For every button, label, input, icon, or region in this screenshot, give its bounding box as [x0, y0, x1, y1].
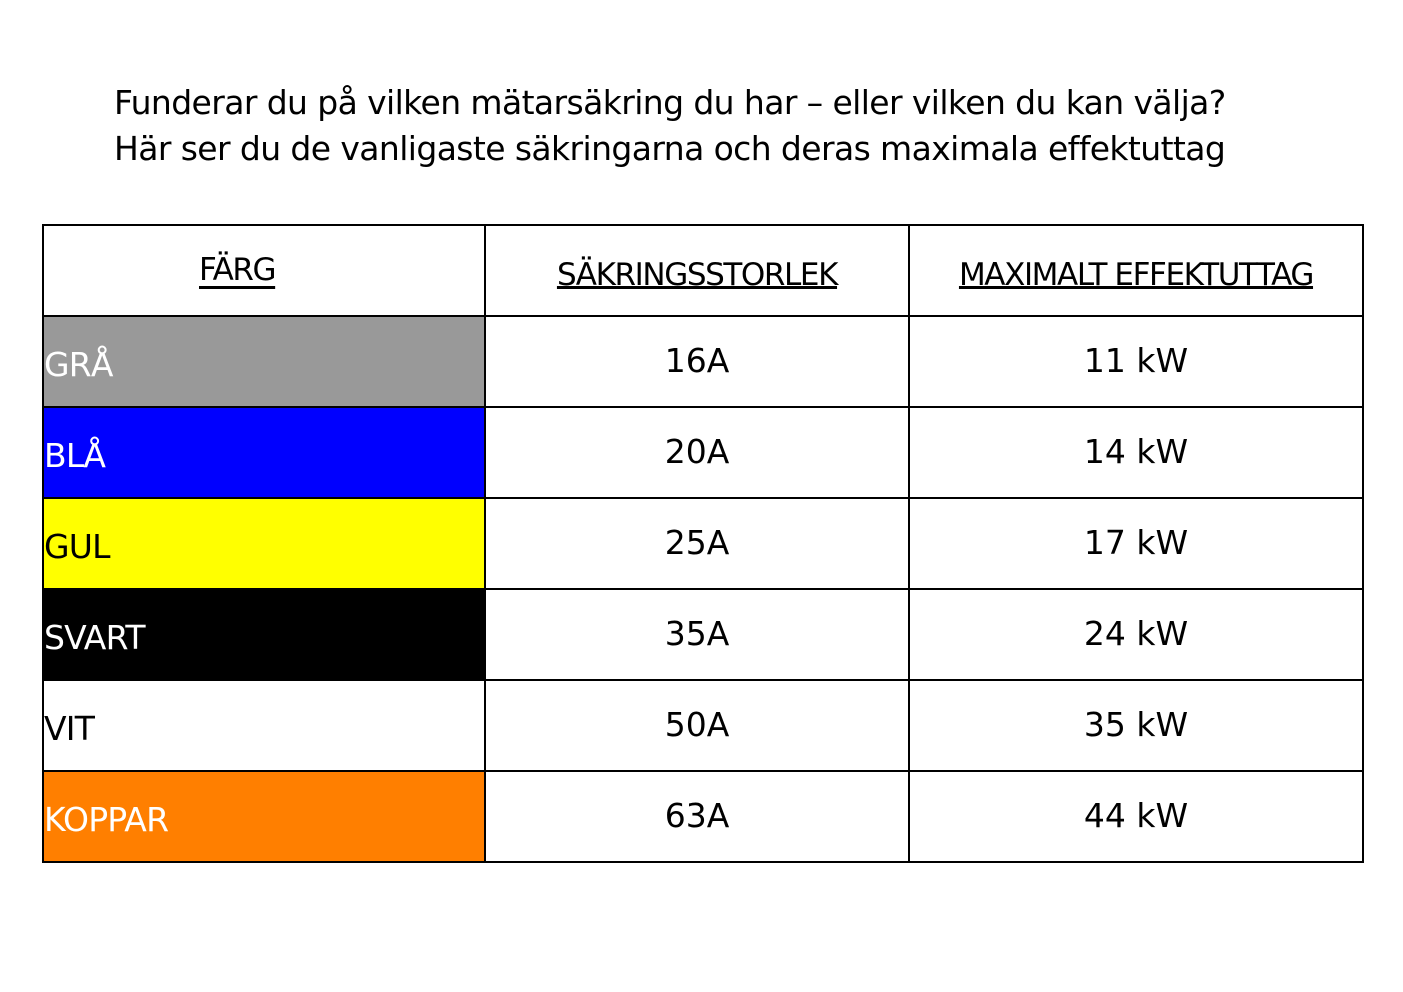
- intro-line-1: Funderar du på vilken mätarsäkring du har – eller vilken du kan välja?: [114, 83, 1226, 122]
- color-name: GUL: [44, 527, 110, 566]
- color-swatch-cell: [43, 771, 485, 862]
- max-power-cell: [909, 498, 1363, 589]
- fuse-size-cell: [485, 680, 909, 771]
- table-row: [43, 407, 1363, 498]
- table-header-row: [43, 225, 1363, 316]
- fuse-table: [42, 224, 1364, 863]
- max-power-value: 44 kW: [1083, 796, 1189, 835]
- color-name: GRÅ: [44, 345, 113, 384]
- max-power-value: 14 kW: [1083, 432, 1189, 471]
- table-row: [43, 589, 1363, 680]
- intro-line-2: Här ser du de vanligaste säkringarna och deras maximala effektuttag: [114, 129, 1226, 168]
- max-power-cell: [909, 407, 1363, 498]
- color-name: KOPPAR: [44, 800, 169, 839]
- color-swatch-cell: [43, 407, 485, 498]
- max-power-value: 11 kW: [1083, 341, 1189, 380]
- color-swatch-cell: [43, 498, 485, 589]
- intro-text: [114, 80, 1354, 172]
- fuse-size-cell: [485, 771, 909, 862]
- table-row: [43, 680, 1363, 771]
- color-name: SVART: [44, 618, 145, 657]
- fuse-size-cell: [485, 316, 909, 407]
- max-power-cell: [909, 316, 1363, 407]
- header-color: FÄRG: [43, 225, 485, 316]
- fuse-size-cell: [485, 589, 909, 680]
- table-row: [43, 316, 1363, 407]
- color-name: BLÅ: [44, 436, 106, 475]
- fuse-size-cell: [485, 407, 909, 498]
- fuse-size-value: 35A: [664, 614, 730, 653]
- fuse-size-value: 63A: [664, 796, 730, 835]
- color-swatch-cell: [43, 316, 485, 407]
- fuse-size-value: 25A: [664, 523, 730, 562]
- table-row: [43, 771, 1363, 862]
- max-power-value: 17 kW: [1083, 523, 1189, 562]
- color-name: VIT: [44, 709, 95, 748]
- fuse-size-value: 20A: [664, 432, 730, 471]
- max-power-cell: [909, 680, 1363, 771]
- header-max-power: MAXIMALT EFFEKTUTTAG: [909, 225, 1363, 316]
- fuse-size-value: 16A: [664, 341, 730, 380]
- color-swatch-cell: [43, 589, 485, 680]
- table-row: [43, 498, 1363, 589]
- max-power-value: 24 kW: [1083, 614, 1189, 653]
- max-power-cell: [909, 771, 1363, 862]
- fuse-size-cell: [485, 498, 909, 589]
- max-power-cell: [909, 589, 1363, 680]
- max-power-value: 35 kW: [1083, 705, 1189, 744]
- color-swatch-cell: [43, 680, 485, 771]
- fuse-size-value: 50A: [664, 705, 730, 744]
- header-fuse-size: SÄKRINGSSTORLEK: [485, 225, 909, 316]
